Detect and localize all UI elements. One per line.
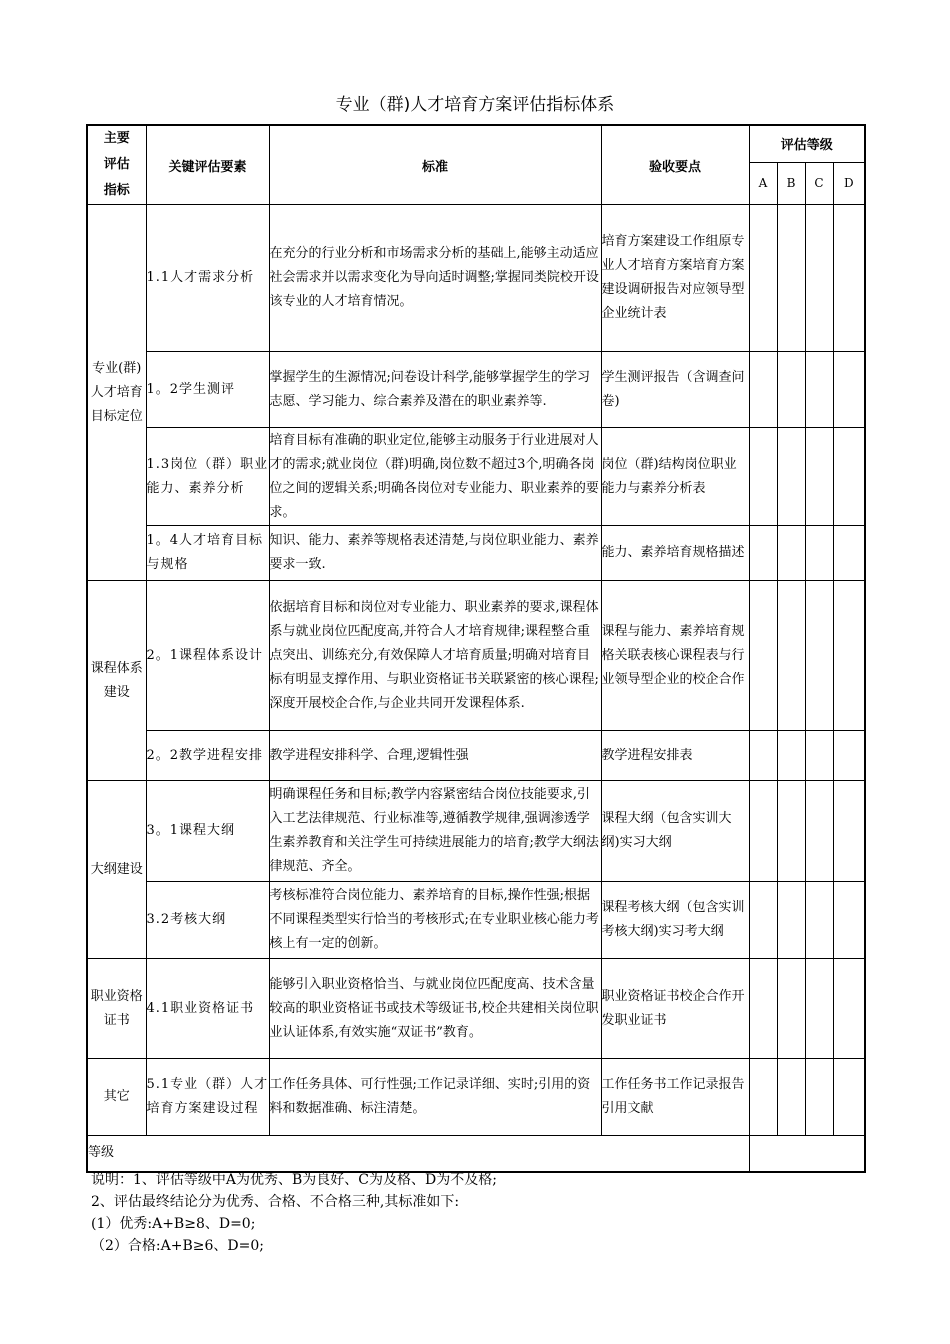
table-row bbox=[87, 882, 865, 959]
header-key-element: 关键评估要素 bbox=[146, 125, 269, 205]
header-standard: 标准 bbox=[269, 125, 601, 205]
grade-cell-a[interactable] bbox=[749, 428, 777, 526]
table-row bbox=[87, 352, 865, 428]
grade-cell-b[interactable] bbox=[777, 352, 805, 428]
grade-cell-a[interactable] bbox=[749, 731, 777, 781]
acceptance-cell: 教学进程安排表 bbox=[601, 731, 749, 781]
main-indicator-cell: 专业(群)人才培育目标定位 bbox=[87, 205, 146, 581]
main-indicator-cell: 大纲建设 bbox=[87, 781, 146, 959]
table-row bbox=[87, 1059, 865, 1136]
grade-cell-b[interactable] bbox=[777, 959, 805, 1059]
grade-cell-c[interactable] bbox=[805, 781, 833, 882]
standard-cell: 知识、能力、素养等规格表述清楚,与岗位职业能力、素养要求一致. bbox=[269, 526, 601, 581]
grade-cell-c[interactable] bbox=[805, 205, 833, 352]
acceptance-cell: 岗位（群)结构岗位职业能力与素养分析表 bbox=[601, 428, 749, 526]
grade-cell-a[interactable] bbox=[749, 352, 777, 428]
table-row bbox=[87, 428, 865, 526]
grade-cell-c[interactable] bbox=[805, 581, 833, 731]
grade-cell-c[interactable] bbox=[805, 352, 833, 428]
key-element-cell: 3。1课程大纲 bbox=[146, 781, 269, 882]
grade-cell-a[interactable] bbox=[749, 1059, 777, 1136]
grade-cell-c[interactable] bbox=[805, 882, 833, 959]
notes bbox=[91, 1169, 497, 1257]
grade-cell-b[interactable] bbox=[777, 781, 805, 882]
evaluation-table bbox=[86, 124, 866, 1173]
grade-cell-d[interactable] bbox=[833, 781, 865, 882]
standard-cell: 明确课程任务和目标;教学内容紧密结合岗位技能要求,引入工艺法律规范、行业标准等,遵循教学规律,强调渗透学生素养教育和关注学生可持续进展能力的培育;教学大纲法律规范、齐全。 bbox=[269, 781, 601, 882]
acceptance-cell: 课程与能力、素养培育规格关联表核心课程表与行业领导型企业的校企合作 bbox=[601, 581, 749, 731]
grade-cell-b[interactable] bbox=[777, 428, 805, 526]
key-element-cell: 1.1人才需求分析 bbox=[146, 205, 269, 352]
acceptance-cell: 培育方案建设工作组原专业人才培育方案培育方案建设调研报告对应领导型企业统计表 bbox=[601, 205, 749, 352]
grade-cell-a[interactable] bbox=[749, 581, 777, 731]
table-row bbox=[87, 526, 865, 581]
key-element-cell: 1。4人才培育目标与规格 bbox=[146, 526, 269, 581]
grade-cell-a[interactable] bbox=[749, 959, 777, 1059]
key-element-cell: 2。1课程体系设计 bbox=[146, 581, 269, 731]
grade-cell-a[interactable] bbox=[749, 882, 777, 959]
page-title: 专业（群)人才培育方案评估指标体系 bbox=[335, 95, 615, 115]
table-row bbox=[87, 731, 865, 781]
standard-cell: 依据培育目标和岗位对专业能力、职业素养的要求,课程体系与就业岗位匹配度高,并符合人才培育规律;课程整合重点突出、训练充分,有效保障人才培育质量;明确对培育目标有明显支撑作用、与职业资格证书关联紧密的核心课程;深度开展校企合作,与企业共同开发课程体系. bbox=[269, 581, 601, 731]
standard-cell: 能够引入职业资格恰当、与就业岗位匹配度高、技术含量较高的职业资格证书或技术等级证书,校企共建相关岗位职业认证体系,有效实施“双证书”教育。 bbox=[269, 959, 601, 1059]
acceptance-cell: 课程考核大纲（包含实训考核大纲)实习考大纲 bbox=[601, 882, 749, 959]
key-element-cell: 3.2考核大纲 bbox=[146, 882, 269, 959]
header-level-a: A bbox=[749, 162, 777, 204]
grade-cell-b[interactable] bbox=[777, 205, 805, 352]
grade-cell-b[interactable] bbox=[777, 731, 805, 781]
grade-cell-d[interactable] bbox=[833, 882, 865, 959]
table-row bbox=[87, 1136, 865, 1172]
note-line: (1）优秀:A+B≥8、D=0; bbox=[91, 1216, 256, 1232]
main-indicator-cell: 职业资格证书 bbox=[87, 959, 146, 1059]
grade-cell-c[interactable] bbox=[805, 731, 833, 781]
key-element-cell: 5.1专业（群）人才培育方案建设过程 bbox=[146, 1059, 269, 1136]
grade-cell-d[interactable] bbox=[833, 731, 865, 781]
header-level-b: B bbox=[777, 162, 805, 204]
note-line: 说明：1、评估等级中A为优秀、B为良好、C为及格、D为不及格; bbox=[91, 1172, 497, 1188]
header-main-indicator: 主要评估指标 bbox=[87, 125, 146, 205]
grade-cell-b[interactable] bbox=[777, 581, 805, 731]
grade-cell-d[interactable] bbox=[833, 581, 865, 731]
footer-grade-value[interactable] bbox=[749, 1136, 865, 1172]
key-element-cell: 4.1职业资格证书 bbox=[146, 959, 269, 1059]
grade-cell-c[interactable] bbox=[805, 1059, 833, 1136]
main-indicator-cell: 其它 bbox=[87, 1059, 146, 1136]
header-level-d: D bbox=[833, 162, 865, 204]
acceptance-cell: 课程大纲（包含实训大纲)实习大纲 bbox=[601, 781, 749, 882]
table-row bbox=[87, 781, 865, 882]
grade-cell-d[interactable] bbox=[833, 526, 865, 581]
header-acceptance: 验收要点 bbox=[601, 125, 749, 205]
table-row bbox=[87, 959, 865, 1059]
grade-cell-c[interactable] bbox=[805, 959, 833, 1059]
key-element-cell: 1。2学生测评 bbox=[146, 352, 269, 428]
note-line: （2）合格:A+B≥6、D=0; bbox=[91, 1238, 264, 1254]
header-level-c: C bbox=[805, 162, 833, 204]
grade-cell-a[interactable] bbox=[749, 526, 777, 581]
acceptance-cell: 工作任务书工作记录报告引用文献 bbox=[601, 1059, 749, 1136]
grade-cell-d[interactable] bbox=[833, 959, 865, 1059]
footer-grade-label: 等级 bbox=[87, 1136, 749, 1172]
standard-cell: 培育目标有准确的职业定位,能够主动服务于行业进展对人才的需求;就业岗位（群)明确,岗位数不超过3个,明确各岗位之间的逻辑关系;明确各岗位对专业能力、职业素养的要求。 bbox=[269, 428, 601, 526]
standard-cell: 教学进程安排科学、合理,逻辑性强 bbox=[269, 731, 601, 781]
grade-cell-b[interactable] bbox=[777, 1059, 805, 1136]
standard-cell: 考核标准符合岗位能力、素养培育的目标,操作性强;根据不同课程类型实行恰当的考核形式;在专业职业核心能力考核上有一定的创新。 bbox=[269, 882, 601, 959]
grade-cell-c[interactable] bbox=[805, 526, 833, 581]
standard-cell: 掌握学生的生源情况;问卷设计科学,能够掌握学生的学习志愿、学习能力、综合素养及潜在的职业素养等. bbox=[269, 352, 601, 428]
grade-cell-d[interactable] bbox=[833, 352, 865, 428]
table-row bbox=[87, 205, 865, 352]
grade-cell-d[interactable] bbox=[833, 428, 865, 526]
note-line: 2、评估最终结论分为优秀、合格、不合格三种,其标准如下: bbox=[91, 1194, 460, 1210]
grade-cell-b[interactable] bbox=[777, 882, 805, 959]
standard-cell: 工作任务具体、可行性强;工作记录详细、实时;引用的资料和数据准确、标注清楚。 bbox=[269, 1059, 601, 1136]
standard-cell: 在充分的行业分析和市场需求分析的基础上,能够主动适应社会需求并以需求变化为导向适时调整;掌握同类院校开设该专业的人才培育情况。 bbox=[269, 205, 601, 352]
acceptance-cell: 学生测评报告（含调查问卷) bbox=[601, 352, 749, 428]
grade-cell-d[interactable] bbox=[833, 1059, 865, 1136]
grade-cell-a[interactable] bbox=[749, 205, 777, 352]
main-indicator-cell: 课程体系建设 bbox=[87, 581, 146, 781]
grade-cell-d[interactable] bbox=[833, 205, 865, 352]
acceptance-cell: 能力、素养培育规格描述 bbox=[601, 526, 749, 581]
acceptance-cell: 职业资格证书校企合作开发职业证书 bbox=[601, 959, 749, 1059]
header-grade: 评估等级 bbox=[749, 125, 865, 162]
grade-cell-b[interactable] bbox=[777, 526, 805, 581]
key-element-cell: 2。2教学进程安排 bbox=[146, 731, 269, 781]
key-element-cell: 1.3岗位（群）职业能力、素养分析 bbox=[146, 428, 269, 526]
grade-cell-c[interactable] bbox=[805, 428, 833, 526]
grade-cell-a[interactable] bbox=[749, 781, 777, 882]
table-row bbox=[87, 581, 865, 731]
